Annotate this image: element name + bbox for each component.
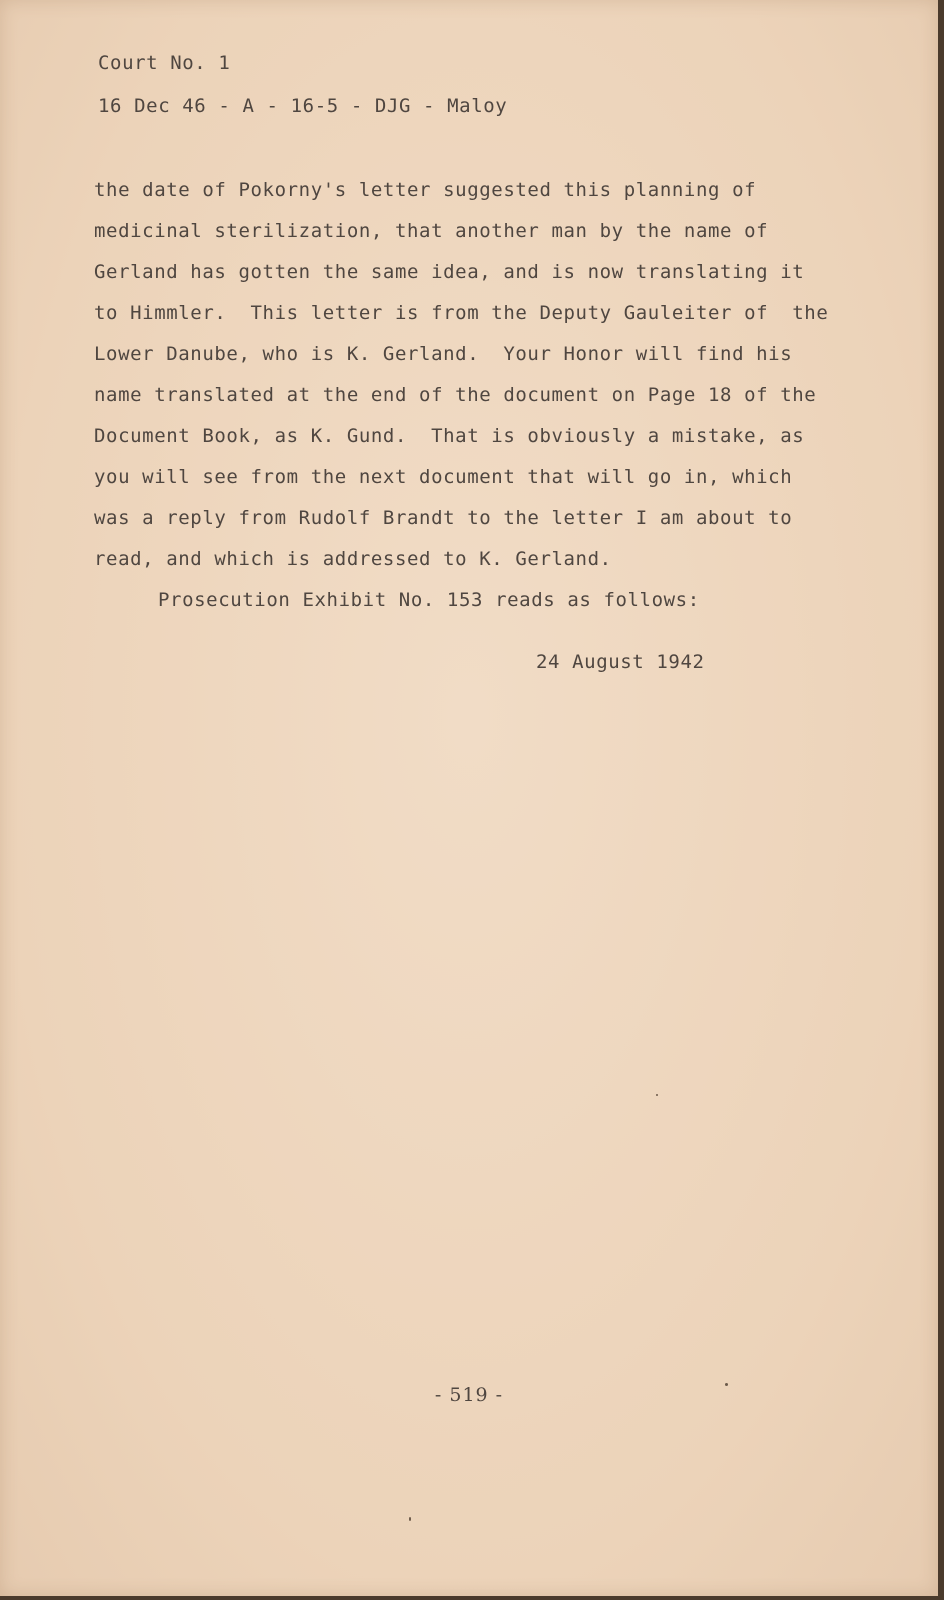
body-line: you will see from the next document that will go in, which	[94, 466, 793, 488]
exhibit-line: Prosecution Exhibit No. 153 reads as follows:	[158, 589, 700, 611]
body-line: read, and which is addressed to K. Gerland.	[94, 548, 612, 570]
body-line: Gerland has gotten the same idea, and is now translating it	[94, 261, 805, 283]
body-line: medicinal sterilization, that another man by the name of	[94, 220, 769, 242]
letter-date: 24 August 1942	[536, 651, 705, 673]
paper-speck	[409, 1517, 411, 1521]
body-line: Lower Danube, who is K. Gerland. Your Honor will find his	[94, 343, 793, 365]
court-number-header: Court No. 1	[98, 52, 231, 74]
paper-speck	[725, 1383, 728, 1386]
body-line: was a reply from Rudolf Brandt to the letter I am about to	[94, 507, 793, 529]
body-line: Document Book, as K. Gund. That is obviously a mistake, as	[94, 425, 805, 447]
page-number: - 519 -	[434, 1384, 504, 1406]
paper-speck	[656, 1094, 658, 1096]
body-line: to Himmler. This letter is from the Deputy Gauleiter of the	[94, 302, 829, 324]
body-line: name translated at the end of the document on Page 18 of the	[94, 384, 817, 406]
session-header: 16 Dec 46 - A - 16-5 - DJG - Maloy	[98, 95, 508, 117]
body-line: the date of Pokorny's letter suggested this planning of	[94, 179, 757, 201]
